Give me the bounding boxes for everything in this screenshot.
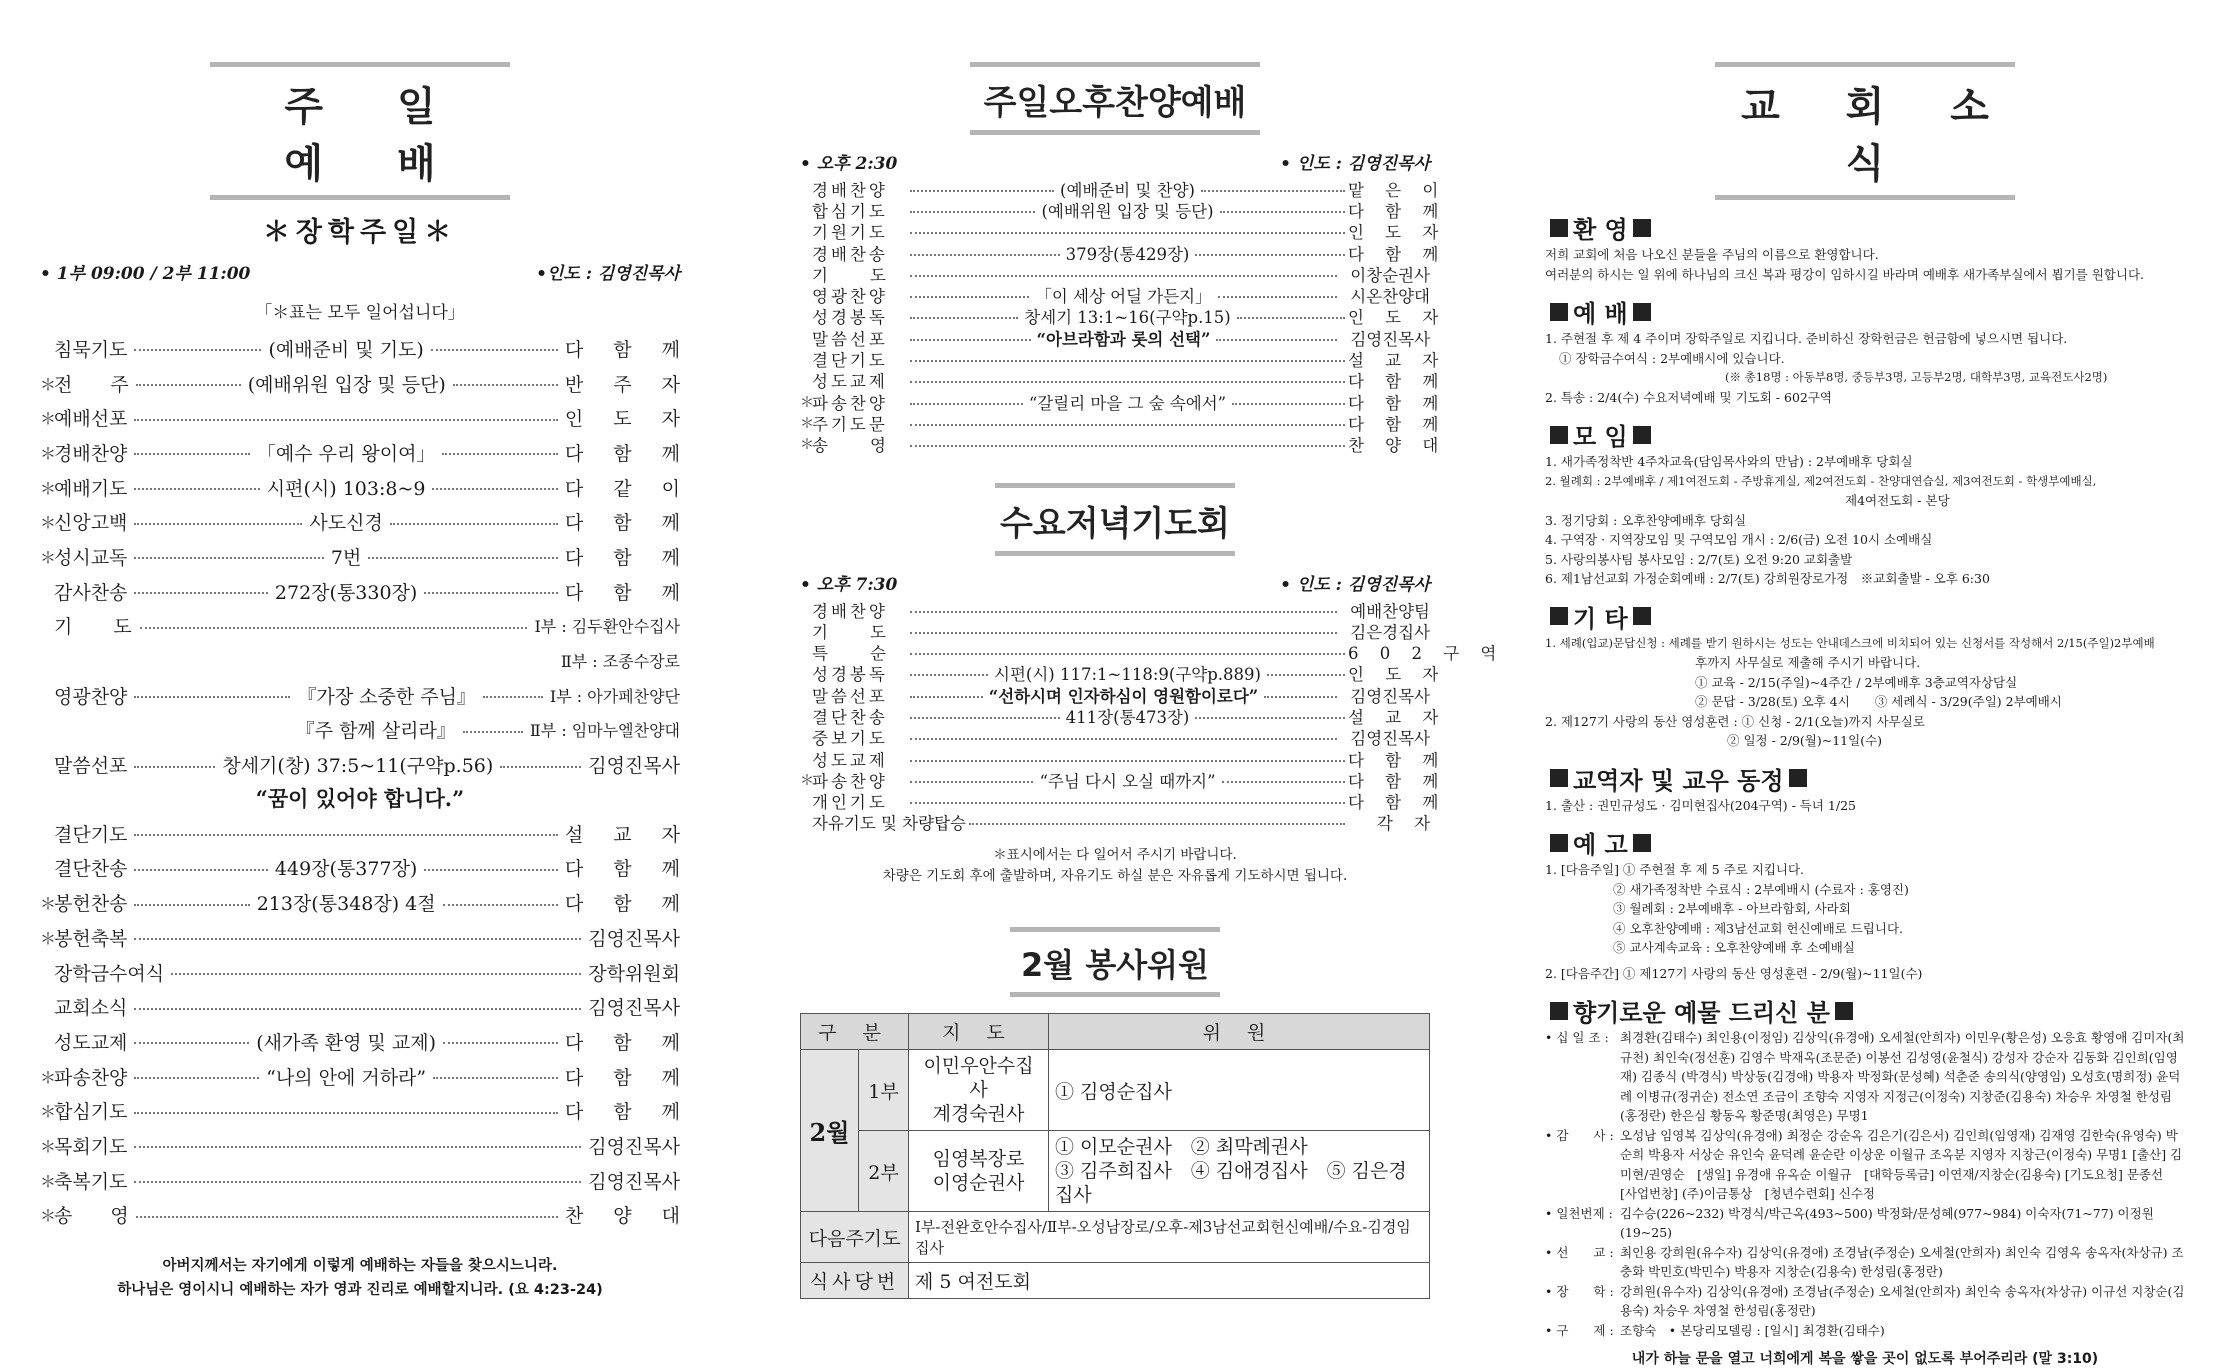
order-label: 기 도 [812, 265, 889, 285]
order-person: 김영진목사 [1350, 729, 1430, 749]
order-row [800, 748, 1447, 770]
order-label: 자유기도 및 차량탑승 [812, 814, 966, 834]
offering-type: • 장 학 : [1545, 1283, 1614, 1299]
order-value: 449장(통377장) [274, 858, 418, 881]
offering-type: • 구 제 : [1545, 1322, 1614, 1338]
order-value: (새가족 환영 및 교제) [256, 1031, 437, 1054]
etc-heading: 기 타 [1545, 599, 2185, 634]
square-icon [1633, 219, 1651, 237]
meeting-heading: 모 임 [1545, 417, 2185, 452]
stand-mark: ＊ [40, 894, 57, 914]
order-person: Ⅰ부 : 아가페찬양단 [549, 686, 680, 706]
offering-item [1545, 1321, 2185, 1341]
order-label: 장학금수여식 [54, 962, 165, 985]
offering-item [1545, 1204, 2185, 1243]
order-value: “주님 다시 오실 때까지” [1039, 771, 1216, 791]
order-row [800, 391, 1447, 413]
order-value: 시편(시) 117:1~118:9(구약p.889) [994, 665, 1261, 685]
offering-names: 오성남 임영복 김상익(유경애) 최정순 강순옥 김은기(김은서) 김인희(임영재) 김재영 김한숙(유영숙) 박순희 박용자 서상순 유인숙 윤덕례 윤순란 이상운 이월규 조옥분 지영자 지창근(이정숙) 무명1 [출산] 김미현/권영순 [생일] 유경애 유옥순 이월규 [대학등록금] 이연재/지창순(김용숙) [기도요청] 문종선 [사업번창] (주)이금통상 [청년수련회] 신수정 [1620, 1127, 2183, 1201]
afternoon-time: • 오후 2:30 [800, 154, 898, 174]
table-header: 지 도 [909, 1014, 1049, 1050]
offering-item [1545, 1028, 2185, 1126]
order-person: 다 함 께 [564, 1031, 692, 1054]
order-value: “아브라함과 롯의 선택” [1036, 329, 1211, 349]
order-person: 시온찬양대 [1350, 287, 1430, 307]
offering-list [1545, 1028, 2185, 1340]
order-row-prayer2 [40, 643, 680, 678]
order-person: 다 함 께 [1348, 372, 1447, 392]
offering-names: 최인용 강희원(유수자) 김상익(유경애) 조경남(주정순) 오세철(안희자) 최인숙 김영옥 송옥자(차상규) 조충화 박민호(박민수) 박용자 지창순(김용숙) 한성림(홍정란) [1620, 1244, 2184, 1279]
order-value: “선하시며 인자하심이 영원함이로다” [988, 686, 1259, 706]
church-news-title-box [1715, 62, 2015, 200]
order-value: 「이 세상 어딜 가든지」 [1035, 287, 1212, 307]
stand-mark: ＊ [40, 1102, 57, 1122]
order-value: 『주 함께 살리라』 [295, 720, 456, 743]
order-value: 213장(통348장) 4절 [256, 893, 436, 916]
month-cell: 2월 [801, 1050, 859, 1212]
order-row [800, 242, 1447, 264]
wednesday-time: • 오후 7:30 [800, 574, 898, 595]
part-cell: 1부 [859, 1050, 909, 1131]
table-row [801, 1050, 1430, 1131]
next-prayer-value: Ⅰ부-전완호안수집사/Ⅱ부-오성남장로/오후-제3남선교회헌신예배/수요-김경임집사 [909, 1212, 1430, 1263]
order-label: 특 순 [812, 644, 889, 664]
order-person: Ⅱ부 : 임마누엘찬양대 [529, 721, 680, 741]
order-value: (예배위원 입장 및 등단) [247, 373, 446, 396]
order-label: 봉헌찬송 [54, 893, 128, 916]
order-row [800, 348, 1447, 371]
order-label: 경배찬송 [812, 244, 888, 264]
order-label: 신앙고백 [54, 512, 128, 535]
stand-mark: ＊ [40, 1067, 57, 1087]
offering-names: 김수승(226~232) 박경식/박근옥(493~500) 박정화/문성혜(977~984) 이숙자(71~77) 이정원(19~25) [1620, 1205, 2154, 1240]
order-row [800, 641, 1505, 664]
meal-duty-label: 식사당번 [801, 1263, 909, 1299]
order-row [40, 331, 692, 366]
order-person: 찬 양 대 [564, 1205, 692, 1228]
order-value: 411장(통473장) [1065, 708, 1190, 727]
order-label: 침묵기도 [54, 338, 128, 361]
evening-services-column [800, 62, 1505, 1299]
order-value: 사도신경 [309, 512, 383, 535]
order-row [40, 851, 692, 886]
order-row [800, 663, 1447, 685]
order-label: 전 주 [54, 373, 129, 396]
order-row [40, 1059, 692, 1094]
welcome-heading: 환 영 [1545, 210, 2185, 245]
order-person: 예배찬양팀 [1350, 601, 1430, 621]
order-person: 설 교 자 [564, 823, 692, 846]
order-person: 찬 양 대 [1348, 436, 1447, 456]
service-committee-title-box [1010, 927, 1220, 997]
order-label: 봉헌축복 [54, 927, 128, 950]
church-news-title: 교 회 소 식 [1741, 84, 2015, 187]
stand-mark: ＊ [40, 1136, 57, 1156]
order-person: 다 함 께 [564, 581, 692, 604]
stand-mark: ＊ [800, 437, 814, 454]
order-person: 반 주 자 [564, 373, 692, 396]
order-person: 다 함 께 [1348, 793, 1447, 813]
wednesday-meta [800, 570, 1430, 595]
next-prayer-label: 다음주기도 [801, 1212, 909, 1263]
order-row [40, 504, 692, 539]
order-label: 송 영 [812, 436, 889, 456]
order-label: 교회소식 [54, 997, 128, 1020]
afternoon-worship-title: 주일오후찬양예배 [983, 83, 1247, 123]
order-value: “나의 안에 거하라” [266, 1066, 427, 1089]
order-person: 다 함 께 [1348, 244, 1447, 264]
service-committee-table [800, 1013, 1430, 1299]
square-icon [1550, 426, 1568, 444]
square-icon [1550, 769, 1568, 787]
order-label: 말씀선포 [812, 686, 888, 706]
order-row [40, 1163, 680, 1198]
wednesday-notes [800, 845, 1430, 887]
offering-names: 조향숙 • 본당리모델링 : [일시] 최경환(김태수) [1620, 1322, 1885, 1338]
order-label: 성도교제 [812, 750, 888, 770]
order-person: Ⅰ부 : 김두환안수집사 [534, 617, 680, 637]
order-person: 다 함 께 [564, 442, 692, 465]
stand-mark: ＊ [40, 478, 57, 498]
order-row [800, 178, 1447, 200]
order-label: 합심기도 [812, 201, 888, 221]
stand-mark: ＊ [40, 928, 57, 948]
order-label: 영광찬양 [54, 685, 128, 708]
order-row [800, 434, 1447, 456]
offering-type: • 감 사 : [1545, 1127, 1614, 1143]
order-row [800, 769, 1447, 791]
afternoon-leader: • 인도 : 김영진목사 [1280, 154, 1430, 174]
square-icon [1633, 303, 1651, 321]
square-icon [1789, 769, 1807, 787]
order-label: 파송찬양 [812, 393, 888, 413]
guide-cell: 이민우안수집사 계경숙권사 [909, 1050, 1049, 1131]
footer-verse-1: 아버지께서는 자기에게 이렇게 예배하는 자들을 찾으시느니라. [162, 1258, 558, 1275]
members-cell: ① 김영순집사 [1049, 1050, 1430, 1131]
order-label: 결단찬송 [812, 708, 888, 727]
order-person: 김영진목사 [588, 1170, 680, 1193]
order-value: 「예수 우리 왕이여」 [256, 442, 436, 465]
order-row [40, 1198, 692, 1233]
order-row [800, 284, 1430, 305]
sunday-worship-title-box [210, 62, 510, 200]
order-row [40, 885, 692, 920]
order-row [800, 221, 1447, 243]
meal-duty-value: 제 5 여전도회 [909, 1263, 1430, 1299]
sunday-worship-meta [40, 259, 680, 284]
table-row [801, 1263, 1430, 1299]
order-person: 다 함 께 [564, 1101, 692, 1124]
order-row-sermon [40, 747, 680, 782]
order-person: 김영진목사 [588, 927, 680, 950]
order-label: 성도교제 [812, 372, 888, 392]
order-label: 성경봉독 [812, 665, 888, 685]
order-value: (예배위원 입장 및 등단) [1041, 201, 1214, 221]
order-person: 다 함 께 [564, 546, 692, 569]
square-icon [1550, 607, 1568, 625]
order-label: 결단기도 [812, 351, 888, 371]
wednesday-title: 수요저녁기도회 [1000, 503, 1230, 544]
order-label: 목회기도 [54, 1135, 128, 1158]
afternoon-order-list [800, 178, 1447, 456]
order-person: 다 함 께 [1348, 201, 1447, 221]
order-person: 맡 은 이 [1348, 180, 1447, 200]
table-header: 위 원 [1049, 1014, 1430, 1050]
order-row [800, 791, 1447, 813]
order-row [40, 539, 692, 574]
order-value: 379장(통429장) [1065, 244, 1190, 264]
sermon-title: “꿈이 있어야 합니다.” [255, 785, 465, 811]
order-label: 예배선포 [54, 408, 128, 431]
offering-names: 최경환(김태수) 최인용(이정임) 김상익(유경애) 오세철(안희자) 이민우(황은성) 오응효 황영애 김미자(최규천) 최인숙(정선훈) 김영수 박재옥(조문준) 이봉선 김성영(윤철식) 강성자 강순자 김동화 김인희(임영재) 김종식 (박경식) 박상동(김경애) 박용자 박정화(문성혜) 석춘준 송의식(양영임) 오성호(명희정) 윤덕례 이병규(정귀순) 전소연 조금이 조향숙 지영자 지정근(이정숙) 지창준(김용숙) 차승우 차영철 한성림(홍정란) 한은심 황동옥 황준명(최영은) 무명1 [1620, 1030, 2185, 1123]
service-time: • 1부 09:00 / 2부 11:00 [40, 264, 251, 284]
stand-mark: ＊ [40, 1206, 57, 1226]
wednesday-note-2: 차량은 기도회 후에 출발하며, 자유기도 하실 분은 자유롭게 기도하시면 됩니다. [882, 868, 1348, 885]
wednesday-note-1: ＊표시에서는 다 일어서 주시기 바랍니다. [993, 847, 1237, 864]
order-label: 결단찬송 [54, 858, 128, 881]
table-header: 구 분 [801, 1014, 909, 1050]
order-row [800, 727, 1430, 748]
order-label: 성경봉독 [812, 308, 888, 328]
order-label: 송 영 [54, 1205, 129, 1228]
scholarship-sunday-subtitle: ＊장학주일＊ [262, 217, 458, 248]
order-value: 『가장 소중한 주님』 [297, 685, 476, 708]
offering-type: • 일천번제 : [1545, 1205, 1613, 1221]
offering-type: • 십 일 조 : [1545, 1030, 1609, 1045]
order-person: 다 같 이 [564, 477, 692, 500]
order-person: 다 함 께 [1348, 414, 1447, 434]
order-person: 설 교 자 [1348, 351, 1447, 371]
order-row [800, 705, 1447, 727]
order-label: 중보기도 [812, 729, 888, 749]
order-row [40, 816, 692, 851]
members-cell: ① 이모순권사 ② 최막례권사 ③ 김주희집사 ④ 김애경집사 ⑤ 김은경집사 [1049, 1131, 1430, 1212]
order-row [40, 366, 692, 401]
stand-mark: ＊ [800, 415, 814, 432]
order-person: 이창순권사 [1350, 265, 1430, 285]
footer-verse-2: 하나님은 영이시니 예배하는 자가 영과 진리로 예배할지니라. (요 4:23-24) [117, 1282, 603, 1299]
order-label: 감사찬송 [54, 581, 128, 604]
sunday-worship-title: 주 일 예 배 [284, 84, 466, 187]
service-leader: •인도 : 김영진목사 [536, 264, 680, 284]
order-label: 개인기도 [812, 793, 888, 813]
offering-names: 강희원(유수자) 김상익(유경애) 조경남(주정순) 오세철(안희자) 최인숙 송옥자(차상규) 이규선 지창순(김용숙) 차승우 차영철 한성림(홍정란) [1620, 1283, 2185, 1318]
order-label: 결단기도 [54, 823, 128, 846]
order-person: 각 자 [1376, 814, 1438, 834]
order-person: 6 0 2 구 역 [1348, 644, 1505, 664]
square-icon [1633, 834, 1651, 852]
order-person: 인 도 자 [1348, 223, 1447, 243]
order-person: 김영진목사 [1350, 686, 1430, 706]
order-row [800, 812, 1438, 834]
order-value: (예배준비 및 기도) [268, 338, 424, 361]
guide-cell: 임영복장로 이영순권사 [909, 1131, 1049, 1212]
stand-mark: ＊ [40, 1171, 57, 1191]
offering-item [1545, 1282, 2185, 1321]
order-person: 김영진목사 [1350, 329, 1431, 349]
table-row [801, 1212, 1430, 1263]
offering-heading: 향기로운 예물 드리신 분 [1545, 993, 2185, 1028]
order-person: 다 함 께 [564, 858, 692, 881]
square-icon [1633, 607, 1651, 625]
order-person: 인 도 자 [564, 408, 692, 431]
stand-mark: ＊ [40, 374, 57, 394]
order-value: 창세기 13:1~16(구약p.15) [1024, 308, 1231, 328]
order-person: 인 도 자 [1348, 665, 1447, 685]
order-value: (예배준비 및 찬양) [1060, 180, 1195, 200]
order-value: 시편(시) 103:8~9 [266, 477, 426, 500]
order-label: 축복기도 [54, 1170, 128, 1193]
order-row [800, 684, 1430, 705]
order-label: 합심기도 [54, 1101, 128, 1124]
order-person: 김영진목사 [588, 755, 680, 778]
square-icon [1550, 303, 1568, 321]
order-row [40, 920, 680, 955]
part-cell: 2부 [859, 1131, 909, 1212]
table-row [801, 1131, 1430, 1212]
order-row [40, 1024, 692, 1059]
sunday-worship-footer [40, 1254, 680, 1302]
order-value: 7번 [330, 546, 362, 569]
order-person: 다 함 께 [1348, 393, 1447, 413]
order-row-choir2 [40, 713, 680, 748]
order-row [800, 620, 1430, 641]
church-news-footer: 내가 하늘 문을 열고 너희에게 복을 쌓을 곳이 없도록 부어주리라 (말 3:10) [1631, 1351, 2099, 1367]
order-value: “갈릴리 마을 그 숲 속에서” [1028, 393, 1227, 413]
order-person: 다 함 께 [1348, 771, 1447, 791]
order-person: 다 함 께 [564, 893, 692, 916]
order-person: 다 함 께 [564, 338, 692, 361]
order-row [40, 989, 680, 1024]
order-row [800, 263, 1430, 284]
order-label: 파송찬양 [812, 771, 888, 791]
stand-mark: ＊ [40, 409, 57, 429]
order-label: 주기도문 [812, 414, 888, 434]
order-value: 창세기(창) 37:5~11(구약p.56) [222, 755, 494, 778]
order-label: 성도교제 [54, 1031, 128, 1054]
staff-news-text: 1. 출산 : 권민규성도 · 김미현집사(204구역) - 득녀 1/25 [1545, 797, 1857, 813]
offering-item [1545, 1243, 2185, 1282]
church-news-column [1545, 62, 2185, 1368]
order-person: 김영진목사 [588, 997, 680, 1020]
order-value: 272장(통330장) [274, 581, 418, 604]
order-label: 말씀선포 [812, 329, 888, 349]
square-icon [1550, 834, 1568, 852]
order-label: 기원기도 [812, 223, 888, 243]
staff-news-heading: 교역자 및 교우 동정 [1545, 761, 2185, 796]
square-icon [1550, 219, 1568, 237]
worship-order-list-2 [40, 816, 692, 1232]
order-row [40, 470, 692, 505]
order-row [800, 306, 1447, 328]
wednesday-leader: • 인도 : 김영진목사 [1280, 574, 1430, 595]
order-label: 말씀선포 [54, 755, 128, 778]
order-label: 예배기도 [54, 477, 128, 500]
order-row [40, 1128, 680, 1163]
stand-mark: ＊ [40, 547, 57, 567]
order-person: 김영진목사 [588, 1135, 680, 1158]
order-row [800, 327, 1430, 348]
afternoon-meta [800, 149, 1430, 174]
order-row [800, 199, 1447, 221]
order-row [40, 955, 680, 990]
order-person: 장학위원회 [588, 962, 680, 985]
wednesday-order-list [800, 599, 1505, 834]
worship-heading: 예 배 [1545, 294, 2185, 329]
order-person: 다 함 께 [564, 1066, 692, 1089]
sunday-worship-column [40, 62, 692, 1302]
order-person: 인 도 자 [1348, 308, 1447, 328]
table-header-row [801, 1014, 1430, 1050]
order-label: 영광찬양 [812, 287, 888, 307]
order-row [40, 1093, 692, 1128]
notice-heading: 예 고 [1545, 825, 2185, 860]
order-row [800, 599, 1430, 620]
stand-mark: ＊ [40, 513, 57, 533]
service-committee-title: 2월 봉사위원 [1021, 946, 1209, 985]
order-label: 성시교독 [54, 546, 128, 569]
order-label: 기 도 [812, 622, 889, 642]
order-label: 경배찬양 [812, 601, 888, 621]
square-icon [1835, 1002, 1853, 1020]
offering-item [1545, 1126, 2185, 1204]
order-person: 설 교 자 [1348, 708, 1447, 727]
square-icon [1550, 1002, 1568, 1020]
welcome-text: 저희 교회에 처음 나오신 분들을 주님의 이름으로 환영합니다. 여러분의 하시는 일 위에 하나님의 크신 복과 평강이 임하시길 바라며 예배후 새가족부실에서 뵙기를 원합니다. [1545, 247, 2145, 282]
stand-mark: ＊ [40, 443, 57, 463]
order-person: 다 함 께 [1348, 750, 1447, 770]
wednesday-title-box [995, 483, 1235, 556]
order-label: 경배찬양 [812, 180, 888, 200]
order-row [800, 370, 1447, 392]
order-person: 김은경집사 [1350, 622, 1430, 642]
square-icon [1633, 426, 1651, 444]
order-label: 기 도 [54, 616, 133, 639]
offering-type: • 선 교 : [1545, 1244, 1614, 1260]
notice-text: 1. [다음주일] ① 주현절 후 제 5 주로 지킵니다. ② 새가족정착반 수료식 : 2부예배시 (수료자 : 홍영진) ③ 월례회 : 2부예배후 - 아브라함회, 사라회 ④ 오후찬양예배 : 제3남선교회 헌신예배로 드립니다. ⑤ 교사계속교육 : 오후찬양예배 후 소예배실 2. [다음주간] ① 제127기 사랑의 동산 영성훈련 - 2/9(월)~11일(수) [1545, 862, 1923, 981]
order-row [800, 412, 1447, 434]
order-person: 다 함 께 [564, 512, 692, 535]
stand-mark: ＊ [800, 394, 814, 411]
order-row [40, 400, 692, 435]
order-person: Ⅱ부 : 조종수장로 [560, 652, 680, 672]
order-label: 경배찬양 [54, 442, 128, 465]
order-row [40, 435, 692, 470]
worship-text: 1. 주현절 후 제 4 주이며 장학주일로 지킵니다. 준비하신 장학헌금은 헌금함에 넣으시면 됩니다. ① 장학금수여식 : 2부예배시에 있습니다. (※ 총18명 : 아동부8명, 중등부3명, 고등부2명, 대학부3명, 교육전도사2명) 2. 특송 : 2/4(수) 수요저녁예배 및 기도회 - 602구역 [1545, 331, 2108, 405]
meeting-text: 1. 새가족정착반 4주차교육(담임목사와의 만남) : 2부예배후 당회실 2. 월례회 : 2부예배후 / 제1여전도회 - 주방휴게실, 제2여전도회 - 찬양대연습실, 제3여전도회 - 학생부예배실, 제4여전도회 - 본당 3. 정기당회 : 오후찬양예배후 당회실 4. 구역장 · 지역장모임 및 구역모임 개시 : 2/6(금) 오전 10시 소예배실 5. 사랑의봉사팀 봉사모임 : 2/7(토) 오전 9:20 교회출발 6. 제1남선교회 가정순회예배 : 2/7(토) 강희원장로가정 ※교회출발 - 오후 6:30 [1545, 454, 2097, 586]
afternoon-worship-title-box [970, 62, 1260, 135]
order-row-choir1 [40, 678, 680, 713]
order-label: 파송찬양 [54, 1066, 128, 1089]
worship-order-list [40, 331, 692, 609]
stand-mark: ＊ [800, 772, 814, 789]
order-row-prayer [40, 609, 680, 644]
etc-text: 1. 세례(입교)문답신청 : 세례를 받기 원하시는 성도는 안내데스크에 비치되어 있는 신청서를 작성해서 2/15(주일)2부예배 후까지 사무실로 제출해 주시기 바랍니다. ① 교육 - 2/15(주일)~4주간 / 2부예배후 3층교역자상담실 ② 문답 - 3/28(토) 오후 4시 ③ 세례식 - 3/29(주일) 2부예배시 2. 제127기 사랑의 동산 영성훈련 : ① 신청 - 2/1(오늘)까지 사무실로 ② 일정 - 2/9(월)~11일(수) [1545, 635, 2155, 748]
order-row [40, 574, 692, 609]
standing-note: 「＊표는 모두 일어섭니다」 [255, 303, 465, 323]
